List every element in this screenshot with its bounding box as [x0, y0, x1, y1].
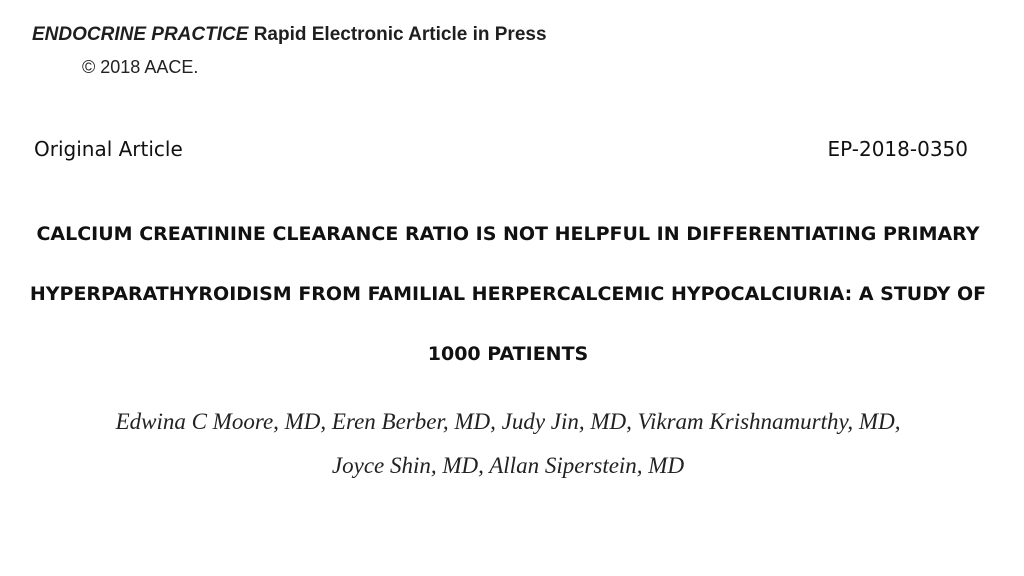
author-line: Edwina C Moore, MD, Eren Berber, MD, Judy Jin, MD, Vikram Krishnamurthy, MD, [115, 409, 901, 434]
copyright-notice: © 2018 AACE. [82, 57, 199, 77]
article-title-line: HYPERPARATHYROIDISM FROM FAMILIAL HERPERCALCEMIC HYPOCALCIURIA: A STUDY OF [29, 283, 987, 305]
article-title-line: CALCIUM CREATININE CLEARANCE RATIO IS NOT HELPFUL IN DIFFERENTIATING PRIMARY [36, 223, 980, 245]
article-type: Original Article [34, 137, 183, 161]
author-line: Joyce Shin, MD, Allan Siperstein, MD [331, 453, 685, 478]
journal-header [32, 24, 547, 46]
journal-status: Rapid Electronic Article in Press [253, 24, 547, 45]
article-title [20, 204, 996, 384]
journal-name: ENDOCRINE PRACTICE [32, 24, 249, 45]
author-list [20, 400, 996, 488]
article-title-line: 1000 PATIENTS [427, 343, 589, 365]
article-id: EP-2018-0350 [827, 137, 968, 161]
